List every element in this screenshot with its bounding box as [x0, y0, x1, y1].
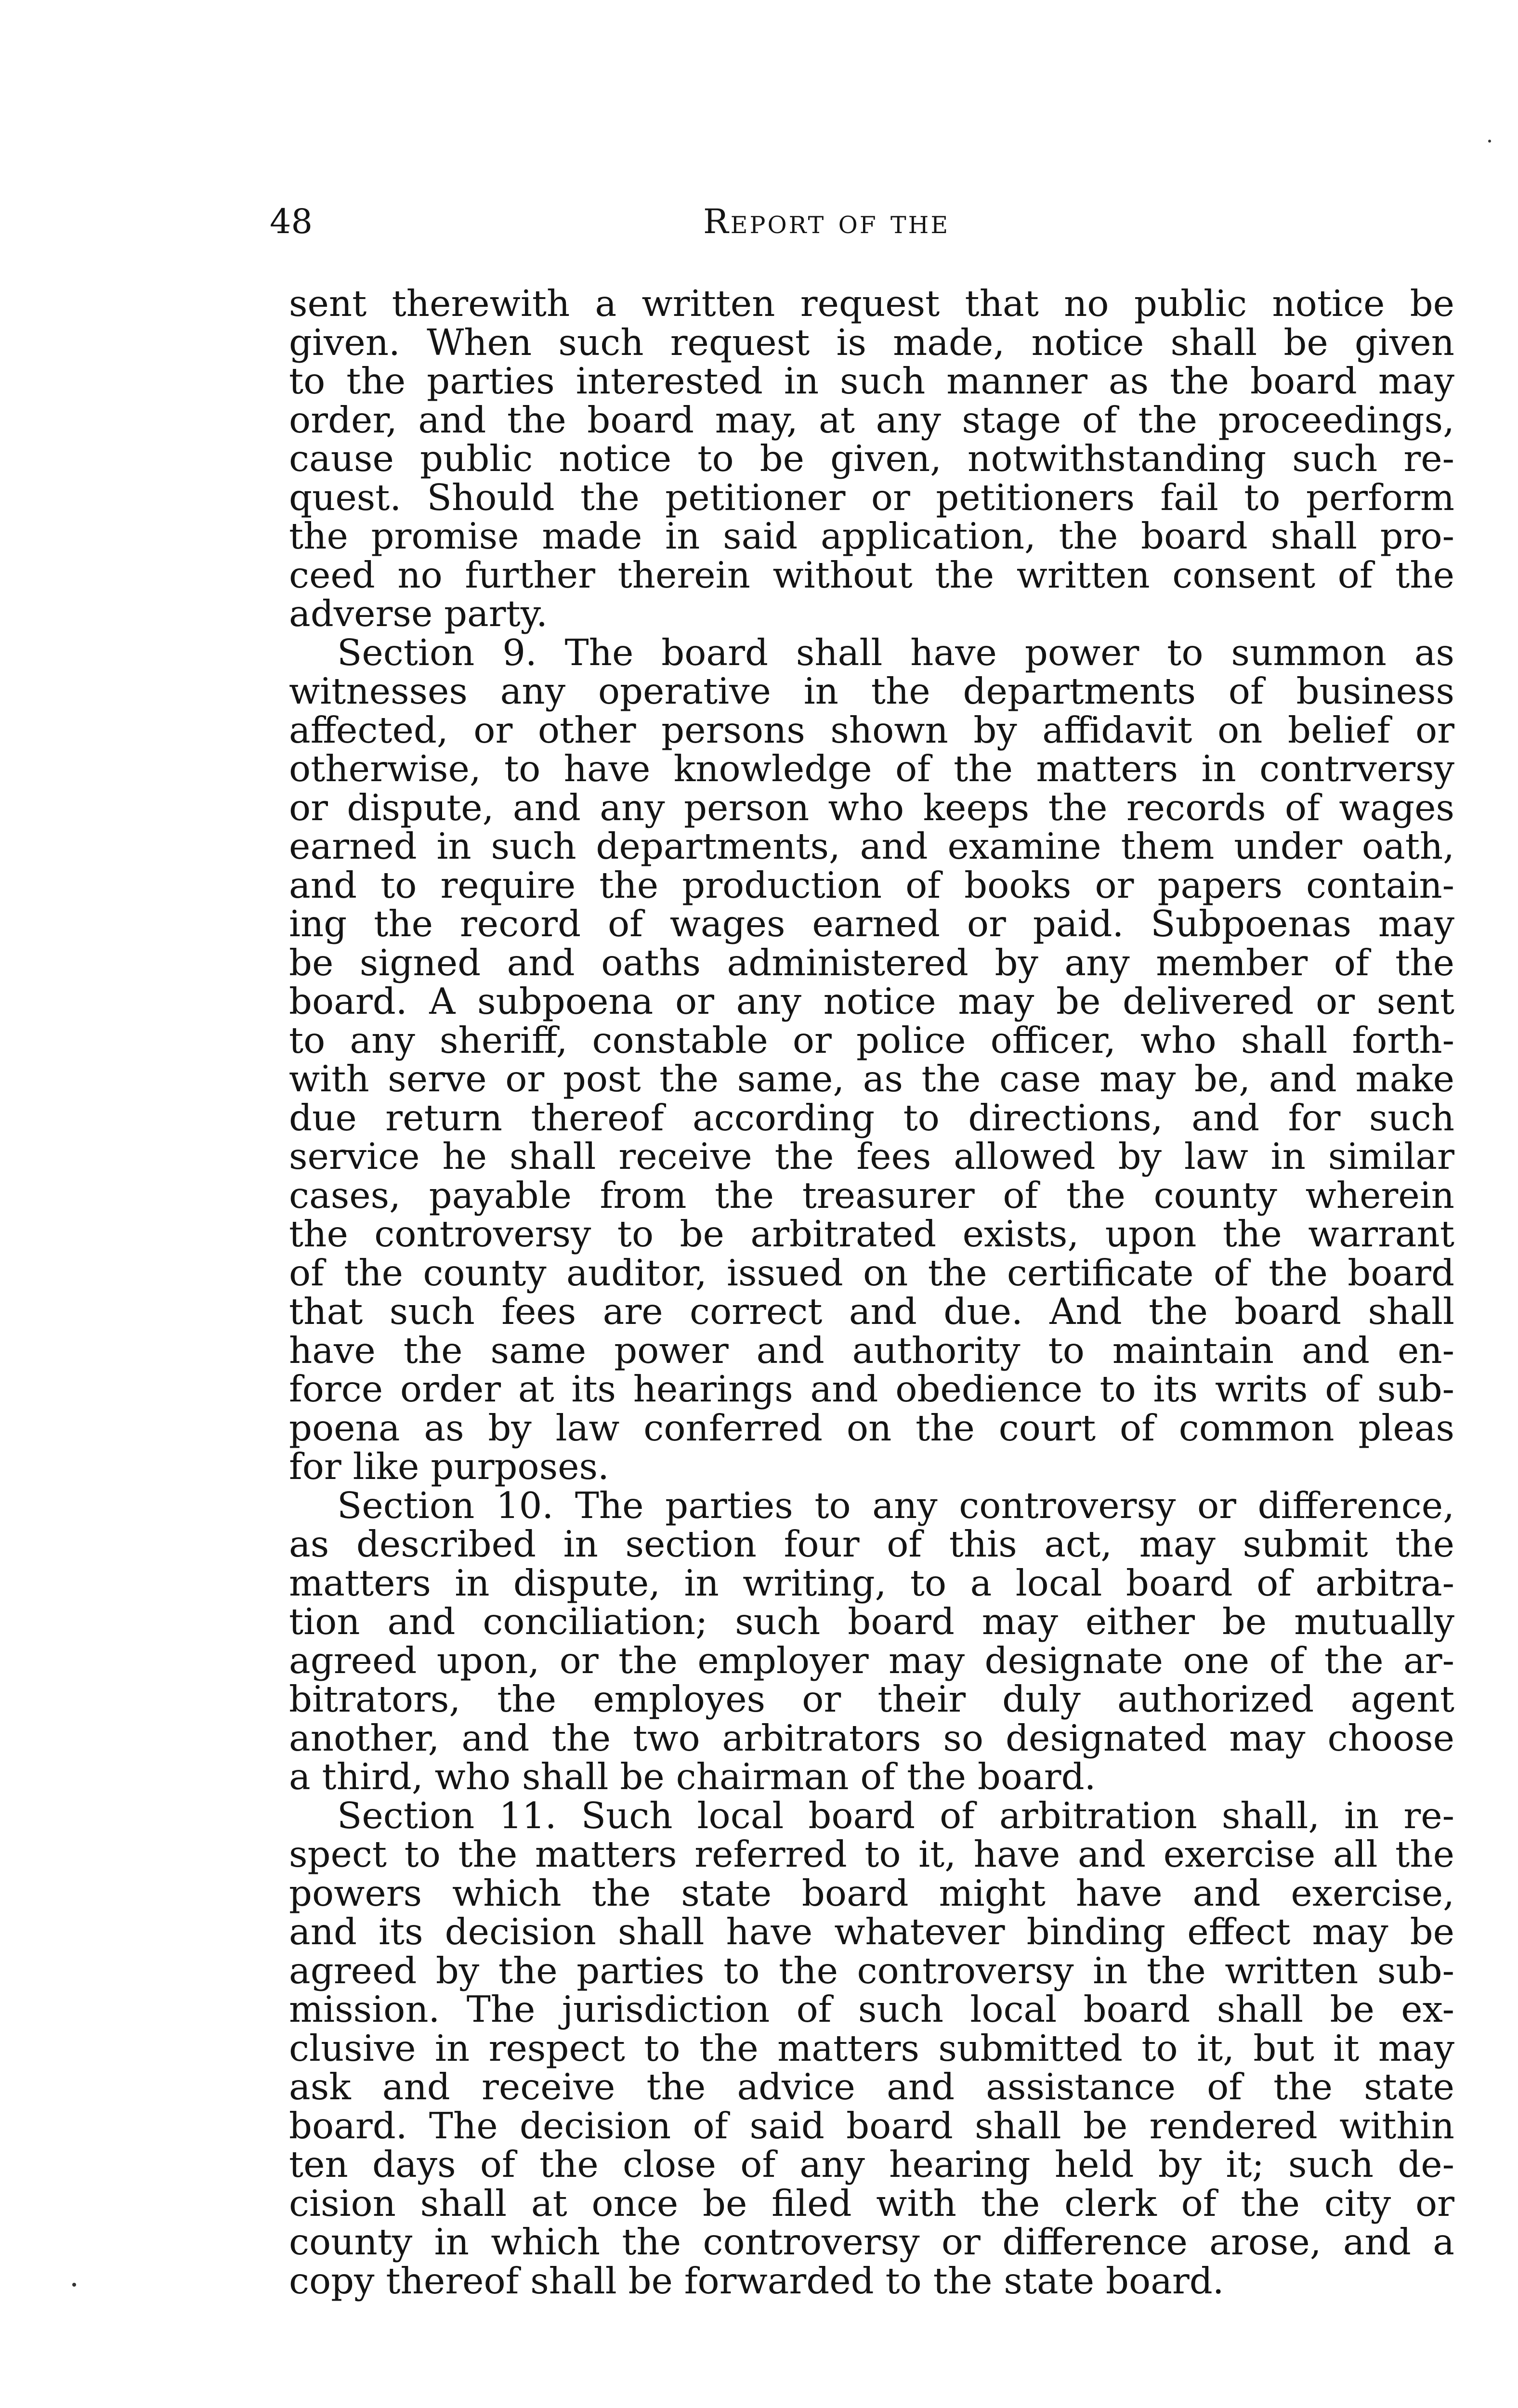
text-line: cause public notice to be given, notwithstanding such re-: [289, 437, 1454, 480]
text-line: sent therewith a written request that no public notice be: [289, 282, 1454, 325]
body-text: [289, 284, 1454, 2300]
text-line: ceed no further therein without the written consent of the: [289, 553, 1454, 596]
text-line: mission. The jurisdiction of such local board shall be ex-: [289, 1988, 1454, 2030]
text-line: to any sheriff, constable or police officer, who shall forth-: [289, 1019, 1454, 1061]
text-line: powers which the state board might have and exercise,: [289, 1871, 1454, 1914]
text-line: spect to the matters referred to it, have and exercise all the: [289, 1833, 1454, 1875]
text-line: quest. Should the petitioner or petitioners fail to perform: [289, 476, 1454, 519]
text-line: affected, or other persons shown by affidavit on belief or: [289, 708, 1454, 751]
text-line: copy thereof shall be forwarded to the state board.: [289, 2259, 1224, 2302]
scan-speck: [1488, 140, 1491, 143]
text-line: poena as by law conferred on the court of common pleas: [289, 1406, 1454, 1449]
text-line: board. The decision of said board shall be rendered within: [289, 2104, 1454, 2147]
text-line: adverse party.: [289, 592, 548, 635]
text-line: agreed by the parties to the controversy in the written sub-: [289, 1949, 1454, 1992]
text-line: tion and conciliation; such board may either be mutually: [289, 1600, 1454, 1643]
text-line: earned in such departments, and examine them under oath,: [289, 825, 1454, 867]
text-line: witnesses any operative in the departments of business: [289, 670, 1454, 712]
text-line: force order at its hearings and obedience to its writs of sub-: [289, 1368, 1454, 1410]
text-line: as described in section four of this act, may submit the: [289, 1523, 1454, 1565]
text-line: Section 9. The board shall have power to summon as: [337, 631, 1454, 674]
text-line: otherwise, to have knowledge of the matters in contrversy: [289, 747, 1454, 790]
text-line: be signed and oaths administered by any member of the: [289, 941, 1454, 984]
text-line: another, and the two arbitrators so designated may choose: [289, 1716, 1454, 1759]
scan-speck: [72, 2283, 76, 2287]
paragraph: [289, 1486, 1454, 1796]
text-line: county in which the controversy or difference arose, and a: [289, 2221, 1454, 2263]
running-title: Report of the: [703, 202, 950, 241]
text-line: service he shall receive the fees allowed by law in similar: [289, 1135, 1454, 1178]
paragraph: [289, 1796, 1454, 2301]
text-line: and to require the production of books or papers contain-: [289, 864, 1454, 906]
text-line: cases, payable from the treasurer of the county wherein: [289, 1174, 1454, 1217]
text-line: have the same power and authority to maintain and en-: [289, 1329, 1454, 1372]
text-line: ask and receive the advice and assistance of the state: [289, 2066, 1454, 2108]
text-line: matters in dispute, in writing, to a local board of arbitra-: [289, 1561, 1454, 1604]
text-line: given. When such request is made, notice shall be given: [289, 321, 1454, 364]
text-line: or dispute, and any person who keeps the records of wages: [289, 786, 1454, 829]
text-line: ing the record of wages earned or paid. Subpoenas may: [289, 903, 1454, 945]
text-line: for like purposes.: [289, 1445, 609, 1488]
text-line: cision shall at once be filed with the clerk of the city or: [289, 2182, 1454, 2225]
text-line: a third, who shall be chairman of the board.: [289, 1755, 1096, 1798]
text-line: agreed upon, or the employer may designate one of the ar-: [289, 1639, 1454, 1682]
paragraph: [289, 633, 1454, 1486]
text-line: and its decision shall have whatever binding effect may be: [289, 1911, 1454, 1953]
paragraph: [289, 284, 1454, 633]
text-line: the controversy to be arbitrated exists, upon the warrant: [289, 1213, 1454, 1255]
text-line: board. A subpoena or any notice may be delivered or sent: [289, 980, 1454, 1022]
text-line: bitrators, the employes or their duly authorized agent: [289, 1678, 1454, 1720]
text-line: the promise made in said application, the board shall pro-: [289, 515, 1454, 557]
text-line: Section 11. Such local board of arbitration shall, in re-: [337, 1794, 1454, 1837]
text-line: that such fees are correct and due. And the board shall: [289, 1290, 1454, 1333]
text-line: to the parties interested in such manner as the board may: [289, 360, 1454, 402]
text-line: of the county auditor, issued on the certificate of the board: [289, 1251, 1454, 1294]
text-line: with serve or post the same, as the case may be, and make: [289, 1058, 1454, 1100]
text-line: ten days of the close of any hearing held by it; such de-: [289, 2143, 1454, 2186]
text-line: due return thereof according to directions, and for such: [289, 1096, 1454, 1139]
page-number: 48: [270, 202, 313, 241]
running-header: [270, 197, 1459, 246]
text-line: Section 10. The parties to any controversy or difference,: [337, 1484, 1454, 1527]
text-line: order, and the board may, at any stage of the proceedings,: [289, 398, 1454, 441]
text-line: clusive in respect to the matters submitted to it, but it may: [289, 2027, 1454, 2069]
